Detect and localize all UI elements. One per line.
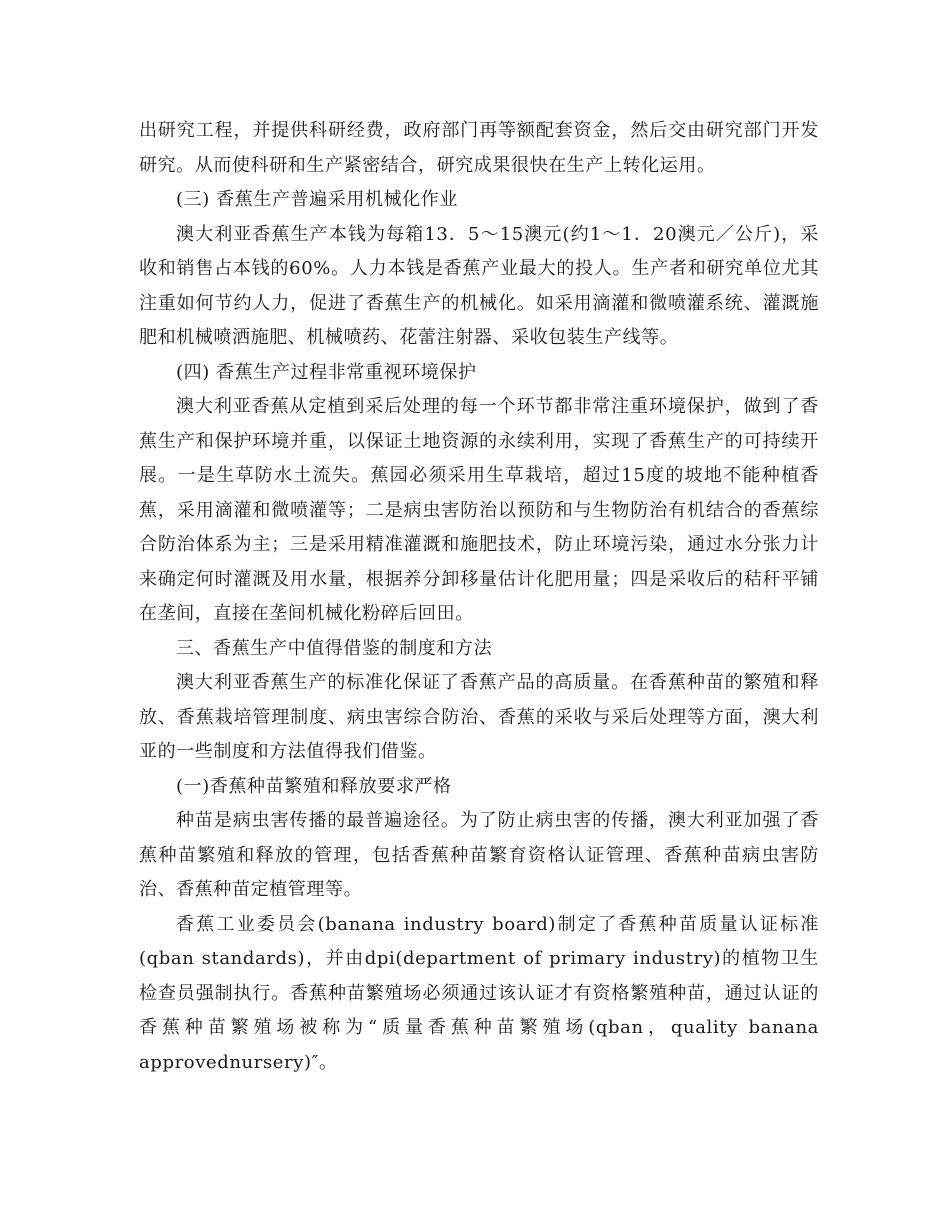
paragraph-research-funding: 出研究工程，并提供科研经费，政府部门再等额配套资金，然后交由研究部门开发研究。从而使科研和生产紧密结合，研究成果很快在生产上转化运用。	[139, 120, 819, 176]
document-body	[139, 114, 819, 1080]
paragraph-environment: 澳大利亚香蕉从定植到采后处理的每一个环节都非常注重环境保护，做到了香蕉生产和保护环境并重，以保证土地资源的永续利用，实现了香蕉生产的可持续开展。一是生草防水土流失。蕉园必须采用生草栽培，超过15度的坡地不能种植香蕉，采用滴灌和微喷灌等；二是病虫害防治以预防和与生物防治有机结合的香蕉综合防治体系为主；三是采用精准灌溉和施肥技术，防止环境污染，通过水分张力计来确定何时灌溉及用水量，根据养分卸移量估计化肥用量；四是采收后的秸秆平铺在垄间，直接在垄间机械化粉碎后回田。	[139, 396, 819, 624]
paragraph-certification: 香蕉工业委员会(banana industry board)制定了香蕉种苗质量认证标准(qban standards)，并由dpi(department of primary industry)的植物卫生检查员强制执行。香蕉种苗繁殖场必须通过该认证才有资格繁殖种苗，通过认证的香蕉种苗繁殖场被称为“质量香蕉种苗繁殖场(qban，quality banana approvednursery)″。	[139, 913, 819, 1073]
heading-methods: 三、香蕉生产中值得借鉴的制度和方法	[176, 637, 493, 659]
heading-environment: (四) 香蕉生产过程非常重视环境保护	[176, 361, 477, 383]
paragraph-seedlings: 种苗是病虫害传播的最普遍途径。为了防止病虫害的传播，澳大利亚加强了香蕉种苗繁殖和释放的管理，包括香蕉种苗繁育资格认证管理、香蕉种苗病虫害防治、香蕉种苗定植管理等。	[139, 810, 819, 900]
paragraph-mechanization: 澳大利亚香蕉生产本钱为每箱13．5～15澳元(约1～1．20澳元／公斤)，采收和销售占本钱的60%。人力本钱是香蕉产业最大的投人。生产者和研究单位尤其注重如何节约人力，促进了香蕉生产的机械化。如采用滴灌和微喷灌系统、灌溉施肥和机械喷洒施肥、机械喷药、花蕾注射器、采收包装生产线等。	[139, 223, 819, 348]
heading-mechanization: (三) 香蕉生产普遍采用机械化作业	[176, 189, 458, 210]
paragraph-standardization: 澳大利亚香蕉生产的标准化保证了香蕉产品的高质量。在香蕉种苗的繁殖和释放、香蕉栽培管理制度、病虫害综合防治、香蕉的采收与采后处理等方面，澳大利亚的一些制度和方法值得我们借鉴。	[139, 672, 819, 762]
heading-seedlings: (一)香蕉种苗繁殖和释放要求严格	[176, 775, 452, 797]
